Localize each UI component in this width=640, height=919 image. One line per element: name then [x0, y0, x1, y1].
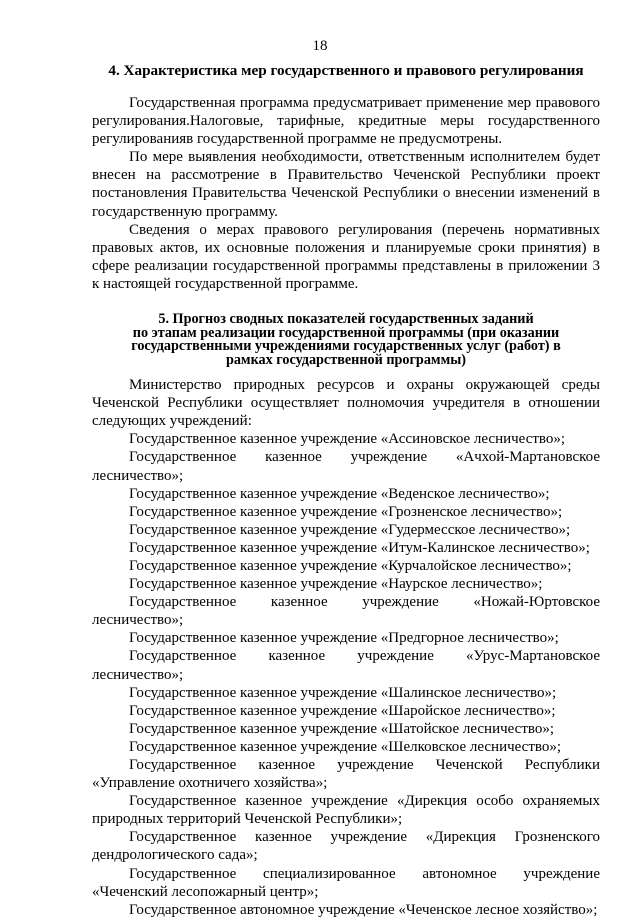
- institution-item: Государственное казенное учреждение «Итум-Калинское лесничество»;: [129, 539, 590, 556]
- institution-item: Государственное специализированное автономное учреждение «Чеченский лесопожарный центр»;: [92, 865, 600, 900]
- institution-item: Государственное казенное учреждение «Гудермесское лесничество»;: [129, 521, 571, 538]
- institution-item: Государственное казенное учреждение «Дирекция особо охраняемых природных территорий Чеченской Республики»;: [92, 793, 600, 828]
- institution-item: Государственное казенное учреждение «Предгорное лесничество»;: [129, 630, 559, 647]
- institution-item: Государственное казенное учреждение «Шелковское лесничество»;: [129, 738, 562, 755]
- institution-item: Государственное казенное учреждение «Ножай-Юртовское лесничество»;: [92, 594, 600, 629]
- institution-item: Государственное казенное учреждение «Ассиновское лесничество»;: [129, 431, 566, 448]
- section-4-paragraph: По мере выявления необходимости, ответственным исполнителем будет внесен на рассмотрение в Правительство Чеченской Республики проект постановления Правительства Чеченской Республики о внесении изменений в государственную программу.: [92, 149, 600, 220]
- institution-item: Государственное казенное учреждение «Веденское лесничество»;: [129, 485, 550, 502]
- section-5-heading: [92, 313, 600, 367]
- institution-item: Государственное казенное учреждение «Урус-Мартановское лесничество»;: [92, 648, 600, 683]
- institution-item: Государственное казенное учреждение «Курчалойское лесничество»;: [129, 557, 572, 574]
- institution-item: Государственное казенное учреждение Чеченской Республики «Управление охотничего хозяйства»;: [92, 757, 600, 792]
- section-4-heading: 4. Характеристика мер государственного и правового регулирования: [108, 62, 584, 79]
- section-5-heading-line: государственными учреждениями государственных услуг (работ) в: [131, 338, 561, 355]
- institution-item: Государственное автономное учреждение «Чеченское лесное хозяйство»;: [129, 901, 598, 918]
- section-5-heading-line: 5. Прогноз сводных показателей государственных заданий: [158, 311, 534, 328]
- page-number: 18: [312, 38, 328, 54]
- section-5-intro: Министерство природных ресурсов и охраны окружающей среды Чеченской Республики осуществляет полномочия учредителя в отношении следующих учреждений:: [92, 377, 600, 430]
- institution-item: Государственное казенное учреждение «Наурское лесничество»;: [129, 576, 543, 593]
- institution-item: Государственное казенное учреждение «Грозненское лесничество»;: [129, 503, 563, 520]
- section-4-paragraph: Сведения о мерах правового регулирования (перечень нормативных правовых актов, их основные положения и планируемые сроки принятия) в сфере реализации государственной программы представлены в приложении 3 к настоящей государственной программе.: [92, 221, 600, 292]
- institution-item: Государственное казенное учреждение «Шаройское лесничество»;: [129, 702, 556, 719]
- section-5-heading-line: по этапам реализации государственной программы (при оказании: [132, 324, 560, 341]
- institution-item: Государственное казенное учреждение «Ачхой-Мартановское лесничество»;: [92, 449, 600, 484]
- institution-item: Государственное казенное учреждение «Дирекция Грозненского дендрологического сада»;: [92, 829, 600, 864]
- section-4-paragraph: Государственная программа предусматривает применение мер правового регулирования.Налоговые, тарифные, кредитные меры государственного регулированияв государственной программе не предусмотрены.: [92, 95, 600, 148]
- section-5-heading-line: рамках государственной программы): [225, 351, 467, 368]
- page-content: [92, 62, 600, 919]
- institution-item: Государственное казенное учреждение «Шатойское лесничество»;: [129, 720, 555, 737]
- institution-item: Государственное казенное учреждение «Шалинское лесничество»;: [129, 684, 557, 701]
